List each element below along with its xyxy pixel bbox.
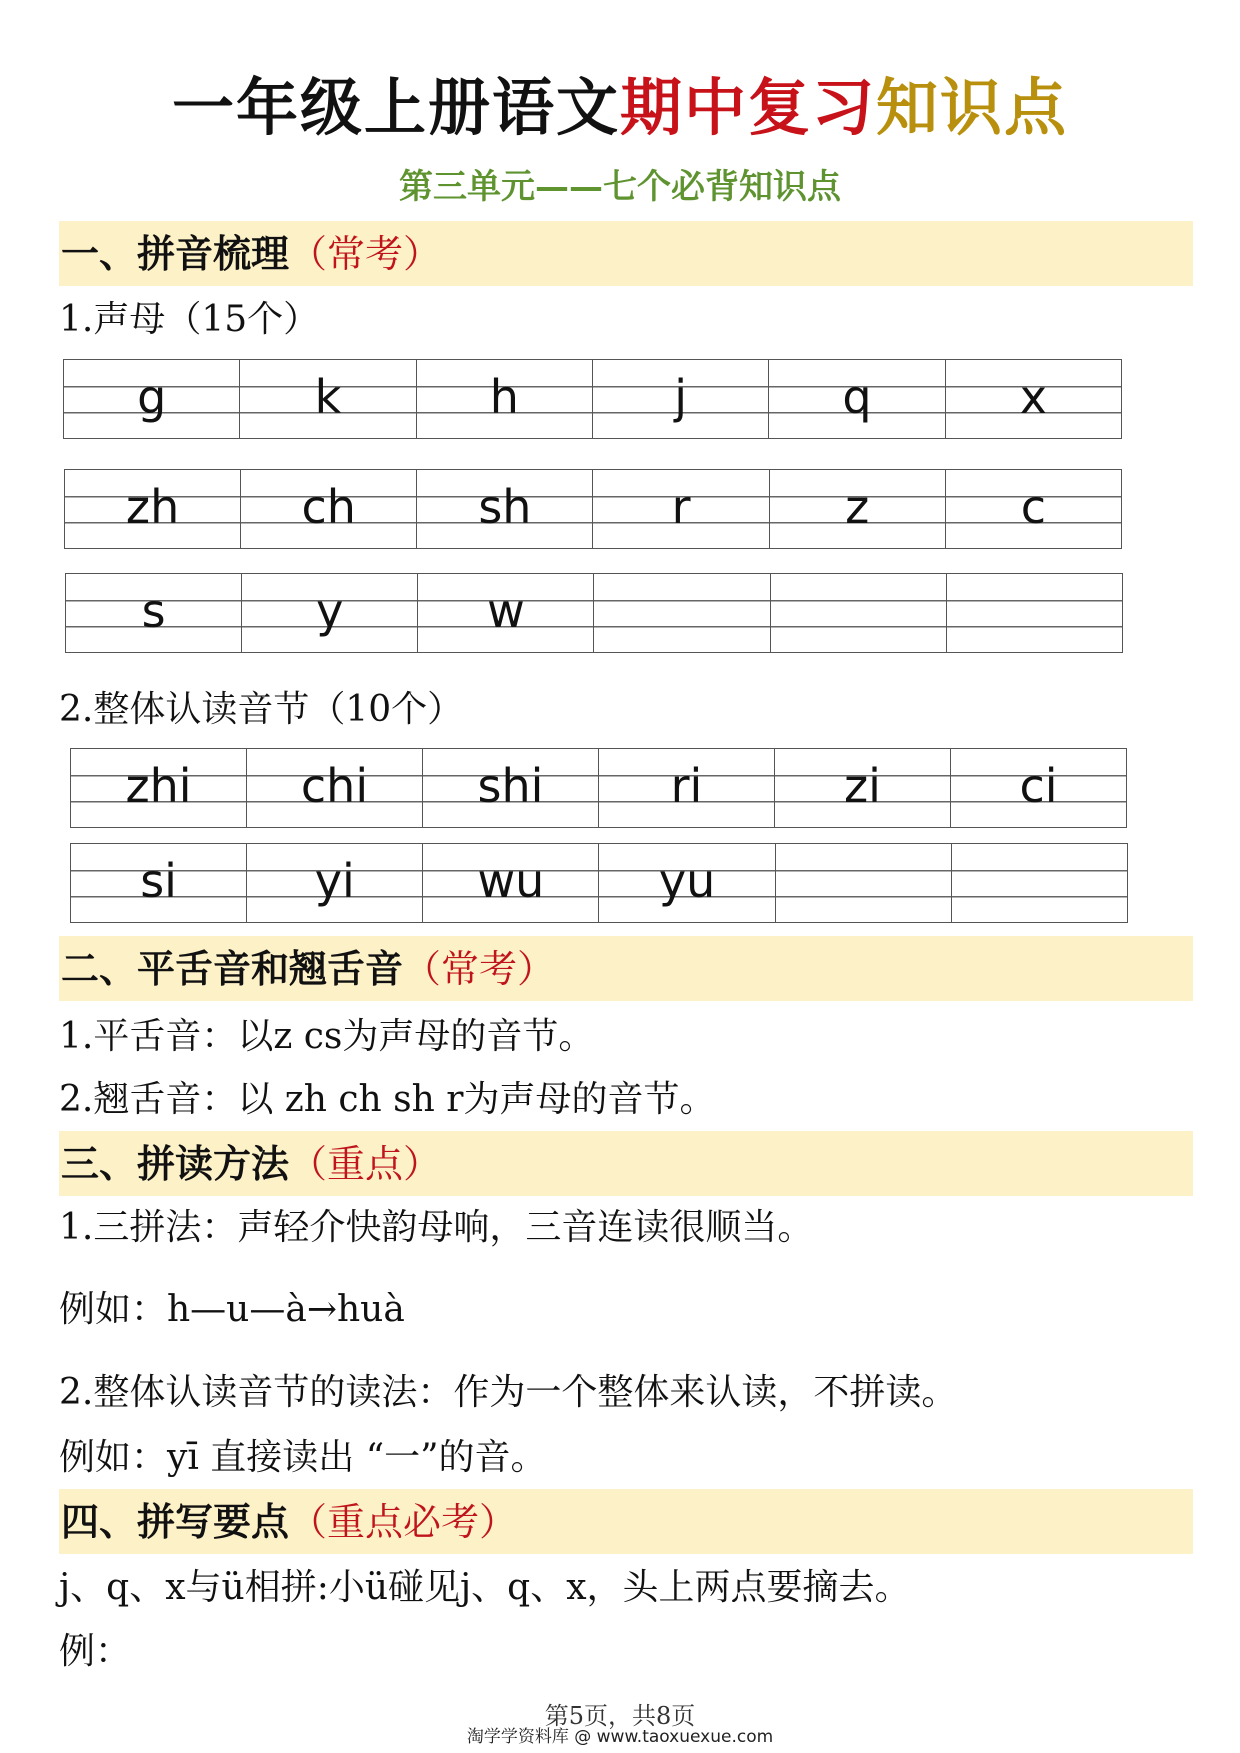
pinyin-initial: sh	[478, 480, 532, 534]
grid-cell	[64, 360, 240, 439]
grid-cell	[247, 844, 423, 923]
section-heading-pinyin	[59, 221, 1193, 286]
example-yi-line: 例如：yī 直接读出 “一”的音。	[59, 1437, 547, 1478]
grid-cell	[951, 749, 1127, 828]
pinyin-initial: q	[842, 370, 872, 424]
pinyin-initial: j	[674, 370, 688, 424]
section-title: 四、拼写要点	[61, 1499, 290, 1544]
section-tag: （常考）	[403, 947, 556, 991]
page-number: 第5页，共8页	[544, 1702, 696, 1730]
whole-syllable: zi	[844, 759, 881, 813]
three-part-method-line: 1.三拼法：声轻介快韵母响，三音连读很顺当。	[59, 1207, 814, 1248]
grid-cell	[416, 360, 592, 439]
grid-cell-empty	[775, 844, 951, 923]
initials-label: 1.声母（15个）	[59, 299, 320, 340]
whole-syllable: shi	[477, 759, 544, 813]
initials-grid-row-2	[64, 469, 1122, 549]
pinyin-initial: w	[487, 584, 525, 638]
example-hua-line: 例如：h—u—à→huà	[59, 1289, 405, 1330]
pinyin-initial: h	[489, 370, 519, 424]
grid-cell	[592, 360, 768, 439]
grid-cell-empty	[770, 574, 946, 653]
grid-cell	[769, 360, 945, 439]
grid-cell	[240, 360, 416, 439]
grid-cell	[242, 574, 418, 653]
grid-cell	[775, 749, 951, 828]
retroflex-line: 2.翘舌音：以 zh ch sh r为声母的音节。	[59, 1079, 716, 1120]
grid-cell	[593, 470, 769, 549]
grid-cell	[247, 749, 423, 828]
grid-cell	[769, 470, 945, 549]
pinyin-initial: g	[137, 370, 167, 424]
section-title: 二、平舌音和翘舌音	[61, 946, 404, 991]
section-tag: （重点）	[289, 1142, 442, 1186]
title-part-grade: 一年级上册语文	[171, 71, 620, 144]
grid-cell	[71, 844, 247, 923]
grid-cell	[423, 749, 599, 828]
pinyin-initial: y	[316, 584, 344, 638]
grid-cell	[65, 470, 241, 549]
pinyin-initial: zh	[125, 480, 180, 534]
grid-cell	[418, 574, 594, 653]
pinyin-initial: k	[314, 370, 342, 424]
example-label: 例：	[59, 1631, 132, 1672]
whole-syllable: zhi	[125, 759, 192, 813]
grid-cell	[241, 470, 417, 549]
grid-cell-empty	[946, 574, 1122, 653]
grid-cell	[71, 749, 247, 828]
grid-cell	[417, 470, 593, 549]
grid-cell	[945, 360, 1121, 439]
title-part-midterm: 期中复习	[619, 71, 876, 144]
grid-cell	[599, 844, 775, 923]
flat-tongue-line: 1.平舌音：以z cs为声母的音节。	[59, 1016, 595, 1057]
section-title: 一、拼音梳理	[61, 231, 290, 276]
section-title: 三、拼读方法	[61, 1141, 290, 1186]
section-heading-reading-method	[59, 1131, 1193, 1196]
section-heading-flat-retroflex	[59, 936, 1193, 1001]
whole-syllable: chi	[300, 759, 369, 813]
title-part-knowledge: 知识点	[876, 71, 1069, 144]
pinyin-initial: r	[671, 480, 691, 534]
pinyin-initial: c	[1020, 480, 1047, 534]
pinyin-initial: ch	[301, 480, 356, 534]
whole-syllable: ri	[670, 759, 703, 813]
whole-syllable: yu	[658, 854, 716, 908]
whole-syllables-grid-row-1	[70, 748, 1127, 828]
initials-grid-row-3	[65, 573, 1123, 653]
whole-syllable-method-line: 2.整体认读音节的读法：作为一个整体来认读，不拼读。	[59, 1372, 958, 1413]
grid-cell	[599, 749, 775, 828]
grid-cell	[945, 470, 1121, 549]
grid-cell-empty	[951, 844, 1127, 923]
page-subtitle: 第三单元——七个必背知识点	[399, 167, 841, 207]
jqx-rule-line: j、q、x与ü相拼:小ü碰见j、q、x，头上两点要摘去。	[59, 1567, 911, 1608]
pinyin-initial: x	[1019, 370, 1047, 424]
page-title	[0, 72, 1240, 144]
whole-syllable: wu	[477, 854, 545, 908]
section-tag: （重点必考）	[289, 1500, 518, 1544]
grid-cell	[423, 844, 599, 923]
initials-grid-row-1	[63, 359, 1122, 439]
grid-cell-empty	[594, 574, 770, 653]
watermark: 淘学学资料库 @ www.taoxuexue.com	[466, 1727, 774, 1747]
whole-syllable: ci	[1019, 759, 1058, 813]
whole-syllable: si	[140, 854, 177, 908]
section-tag: （常考）	[289, 232, 442, 276]
pinyin-initial: s	[141, 584, 166, 638]
pinyin-initial: z	[845, 480, 870, 534]
section-heading-spelling	[59, 1489, 1193, 1554]
grid-cell	[66, 574, 242, 653]
whole-syllables-label: 2.整体认读音节（10个）	[59, 689, 464, 730]
whole-syllable: yi	[314, 854, 355, 908]
whole-syllables-grid-row-2	[70, 843, 1128, 923]
